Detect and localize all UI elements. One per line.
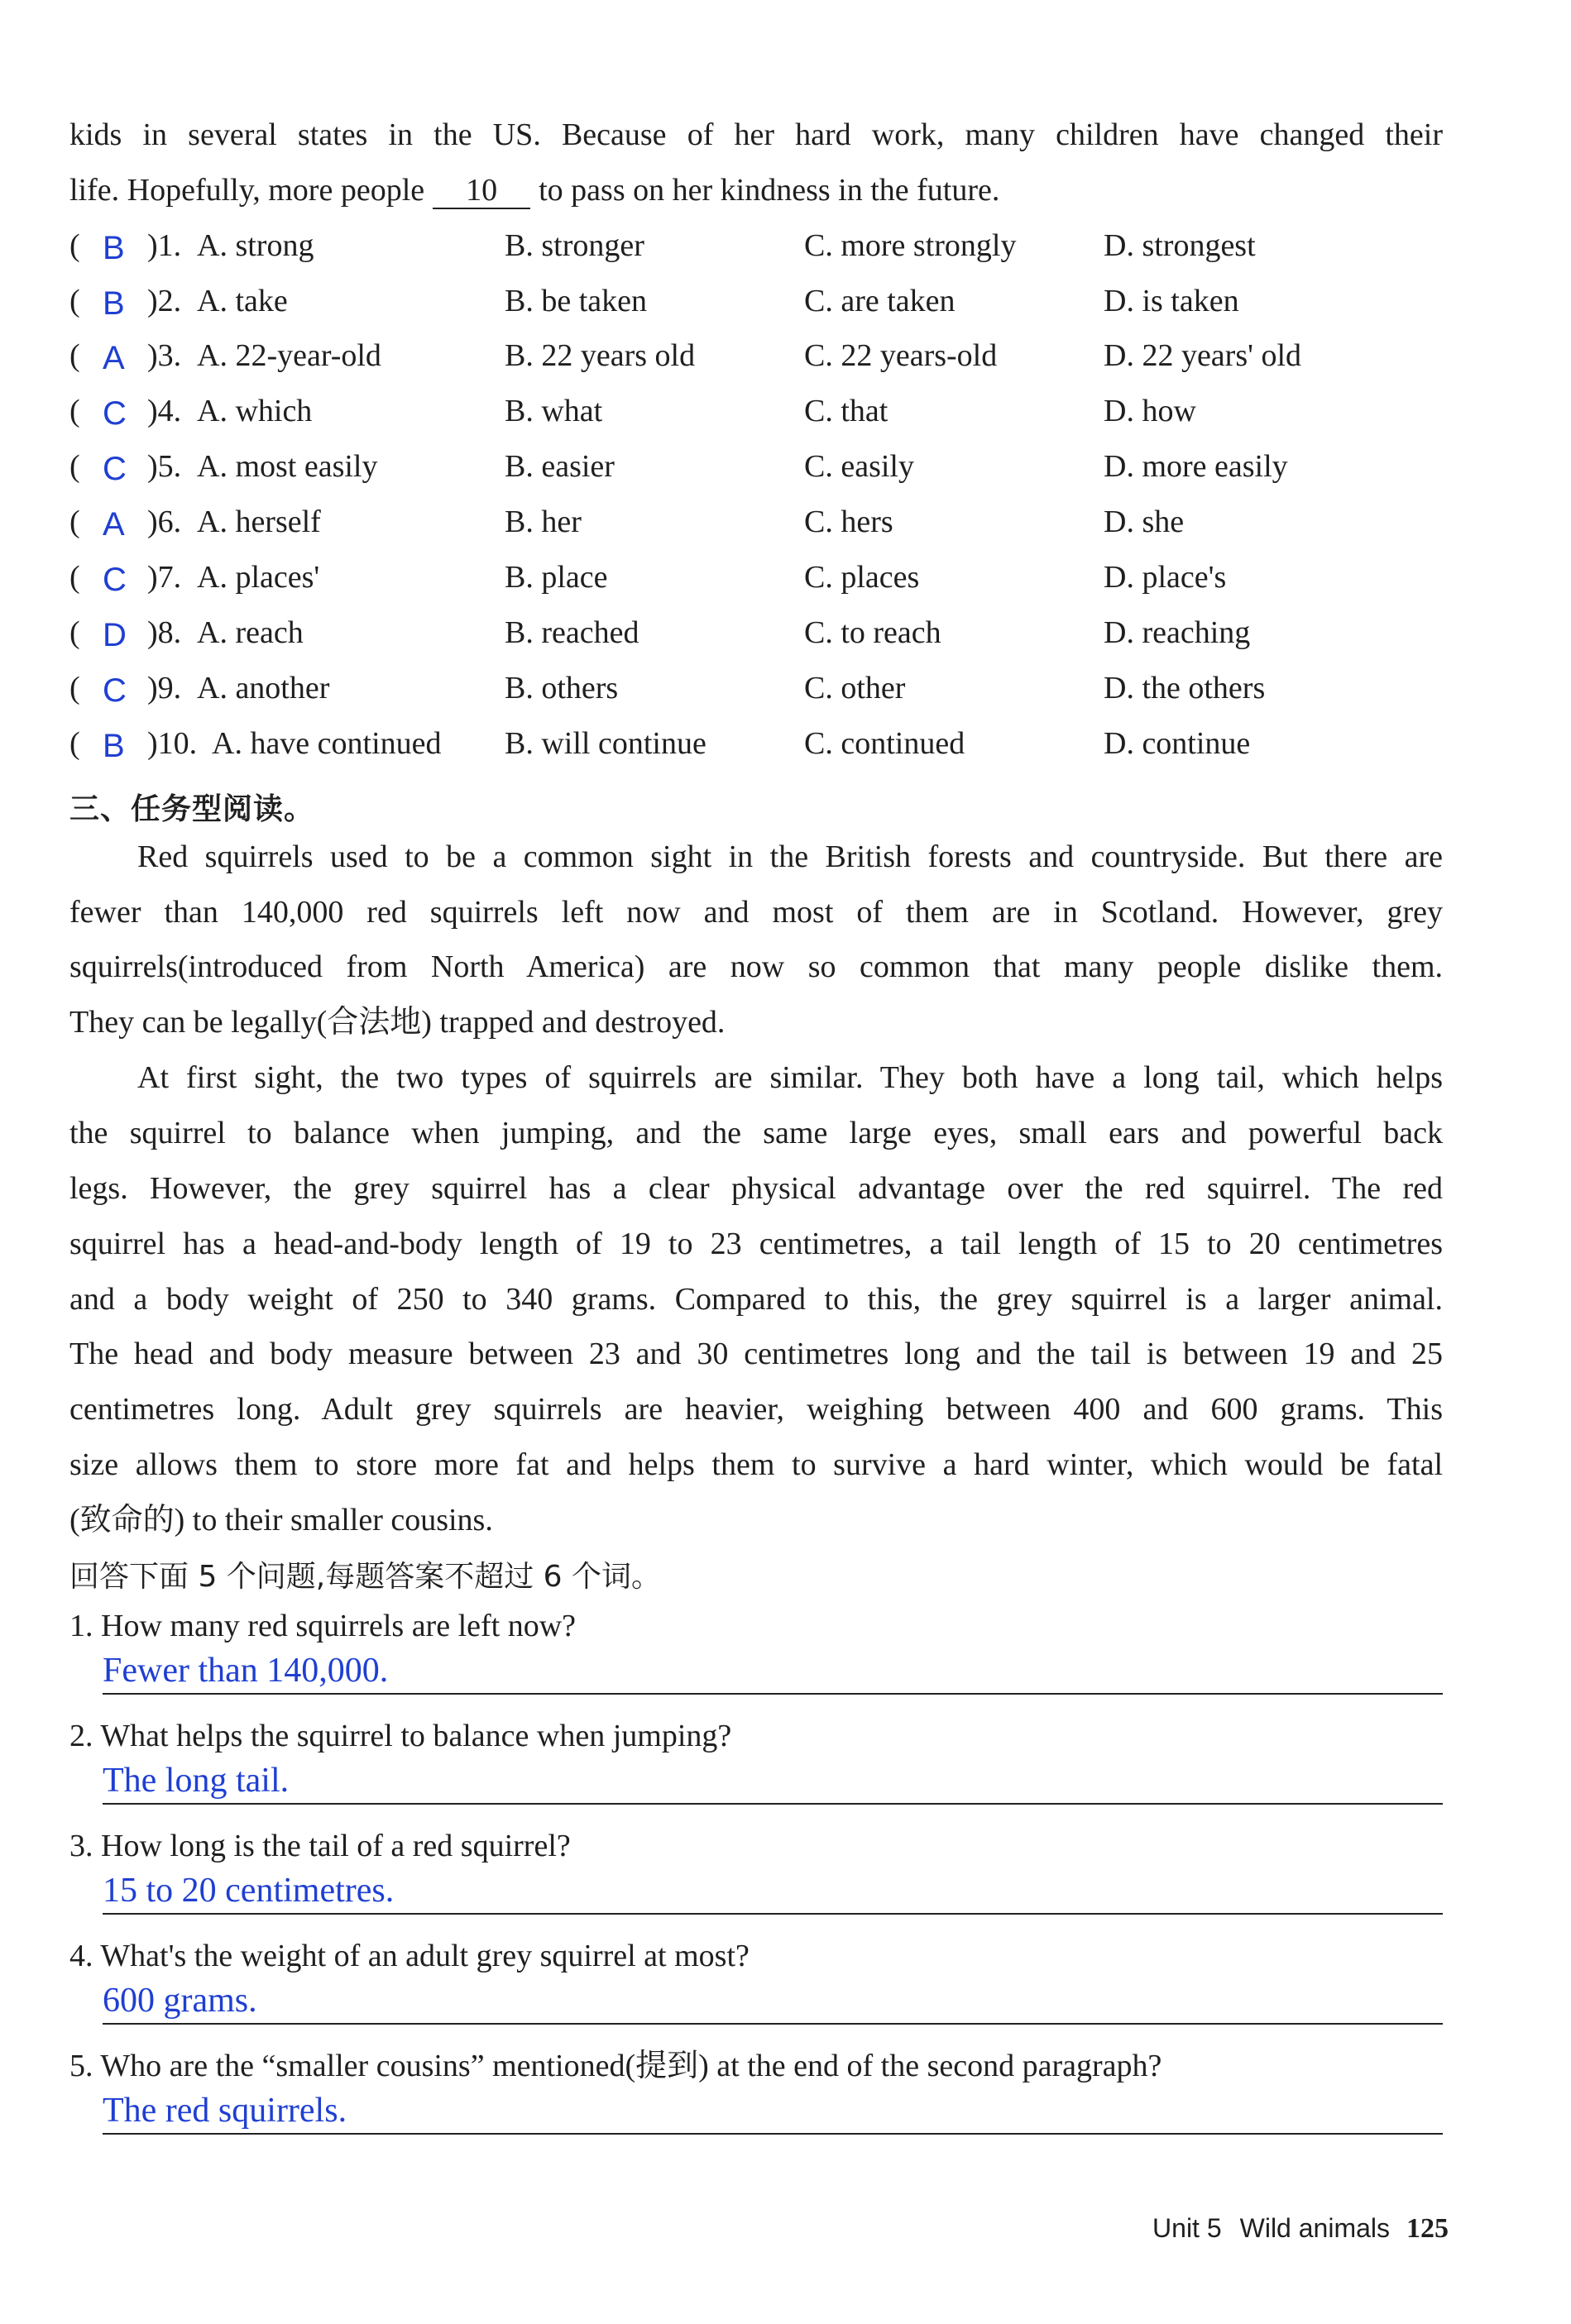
mc-answer: C xyxy=(103,395,127,432)
option-a: A. take xyxy=(197,284,288,318)
answer-field[interactable] xyxy=(103,1763,1443,1805)
passage-line: legs. However, the grey squirrel has a clear physical advantage over the red squirrel. The red xyxy=(69,1171,1443,1206)
option-d: D. the others xyxy=(1104,671,1266,705)
option-b: B. easier xyxy=(505,449,615,484)
page-number: 125 xyxy=(1406,2213,1449,2244)
option-b: B. 22 years old xyxy=(505,338,696,373)
qa-answer: Fewer than 140,000. xyxy=(103,1652,389,1690)
bracket-open: ( xyxy=(69,449,80,484)
option-d: D. strongest xyxy=(1104,228,1256,263)
option-d: D. continue xyxy=(1104,726,1251,761)
bracket-open: ( xyxy=(69,228,80,263)
bracket-open: ( xyxy=(69,671,80,705)
cloze-blank-10: 10 xyxy=(433,175,530,209)
mc-answer: C xyxy=(103,562,127,598)
cloze-passage-line-2 xyxy=(69,175,999,209)
option-d: D. reaching xyxy=(1104,615,1251,650)
qa-question: 1. How many red squirrels are left now? xyxy=(69,1609,577,1643)
passage-line: At first sight, the two types of squirrels are similar. They both have a long tail, which helps xyxy=(137,1060,1443,1095)
option-c: C. 22 years-old xyxy=(804,338,998,373)
option-b: B. what xyxy=(505,394,603,428)
question-number: )9. xyxy=(147,671,182,705)
option-b: B. stronger xyxy=(505,228,644,263)
question-number: )2. xyxy=(147,284,182,318)
qa-item xyxy=(69,1830,1443,1915)
mc-answer: B xyxy=(103,728,125,764)
passage-line: Red squirrels used to be a common sight in the British forests and countryside. But there are xyxy=(137,839,1443,874)
mc-answer: B xyxy=(103,230,125,266)
option-b: B. will continue xyxy=(505,726,706,761)
option-c: C. more strongly xyxy=(804,228,1017,263)
bracket-open: ( xyxy=(69,560,80,595)
option-c: C. continued xyxy=(804,726,965,761)
page-footer xyxy=(1152,2213,1449,2245)
option-c: C. that xyxy=(804,394,888,428)
option-c: C. hers xyxy=(804,504,893,539)
option-c: C. easily xyxy=(804,449,914,484)
passage-line: squirrel has a head-and-body length of 19 to 23 centimetres, a tail length of 15 to 20 centimetres xyxy=(69,1227,1443,1261)
option-c: C. are taken xyxy=(804,284,956,318)
qa-question: 5. Who are the “smaller cousins” mentioned(提到) at the end of the second paragraph? xyxy=(69,2049,1162,2083)
qa-answer: The long tail. xyxy=(103,1762,290,1800)
passage-line: centimetres long. Adult grey squirrels are heavier, weighing between 400 and 600 grams. This xyxy=(69,1392,1443,1427)
passage-line: The head and body measure between 23 and 30 centimetres long and the tail is between 19 and 25 xyxy=(69,1337,1443,1371)
option-b: B. others xyxy=(505,671,619,705)
bracket-open: ( xyxy=(69,394,80,428)
qa-answer: 600 grams. xyxy=(103,1982,257,2020)
qa-item xyxy=(69,1720,1443,1805)
mc-answer: A xyxy=(103,506,125,543)
question-number: )10. xyxy=(147,726,198,761)
passage-line: squirrels(introduced from North America) are now so common that many people dislike them. xyxy=(69,949,1443,984)
qa-answer: 15 to 20 centimetres. xyxy=(103,1872,395,1910)
answer-field[interactable] xyxy=(103,1873,1443,1915)
question-number: )4. xyxy=(147,394,182,428)
bracket-open: ( xyxy=(69,726,80,761)
option-b: B. be taken xyxy=(505,284,648,318)
cloze-passage-line-1: kids in several states in the US. Because of her hard work, many children have changed their xyxy=(69,117,1443,152)
task-instruction: 回答下面 5 个问题,每题答案不超过 6 个词。 xyxy=(69,1560,662,1594)
bracket-open: ( xyxy=(69,504,80,539)
passage-line: fewer than 140,000 red squirrels left now and most of them are in Scotland. However, grey xyxy=(69,895,1443,930)
option-a: A. places' xyxy=(197,560,320,595)
mc-answer: C xyxy=(103,451,127,487)
qa-question: 3. How long is the tail of a red squirrel? xyxy=(69,1829,571,1863)
qa-item xyxy=(69,1940,1443,2025)
question-number: )1. xyxy=(147,228,182,263)
qa-answer: The red squirrels. xyxy=(103,2092,347,2130)
answer-field[interactable] xyxy=(103,2093,1443,2135)
option-a: A. herself xyxy=(197,504,321,539)
option-a: A. reach xyxy=(197,615,304,650)
option-d: D. place's xyxy=(1104,560,1227,595)
mc-answer: D xyxy=(103,617,127,653)
question-number: )3. xyxy=(147,338,182,373)
passage-line: They can be legally(合法地) trapped and destroyed. xyxy=(69,1005,726,1040)
option-d: D. more easily xyxy=(1104,449,1288,484)
answer-field[interactable] xyxy=(103,1983,1443,2025)
question-number: )5. xyxy=(147,449,182,484)
option-c: C. places xyxy=(804,560,920,595)
option-a: A. have continued xyxy=(212,726,442,761)
section-title: 三、任务型阅读。 xyxy=(69,792,315,826)
question-number: )6. xyxy=(147,504,182,539)
footer-unit: Unit 5 xyxy=(1152,2213,1222,2243)
passage-line: (致命的) to their smaller cousins. xyxy=(69,1503,493,1537)
option-a: A. another xyxy=(197,671,330,705)
question-number: )8. xyxy=(147,615,182,650)
option-a: A. strong xyxy=(197,228,314,263)
qa-item xyxy=(69,2050,1443,2135)
qa-question: 4. What's the weight of an adult grey squirrel at most? xyxy=(69,1939,750,1973)
option-d: D. is taken xyxy=(1104,284,1239,318)
option-b: B. her xyxy=(505,504,582,539)
bracket-open: ( xyxy=(69,284,80,318)
option-a: A. most easily xyxy=(197,449,378,484)
mc-answer: B xyxy=(103,285,125,322)
cloze-line2-before: life. Hopefully, more people xyxy=(69,173,425,208)
option-c: C. other xyxy=(804,671,906,705)
option-a: A. which xyxy=(197,394,313,428)
option-b: B. reached xyxy=(505,615,639,650)
option-a: A. 22-year-old xyxy=(197,338,381,373)
cloze-line2-after: to pass on her kindness in the future. xyxy=(539,173,1000,208)
option-c: C. to reach xyxy=(804,615,941,650)
mc-answer: A xyxy=(103,340,125,376)
passage-line: and a body weight of 250 to 340 grams. Compared to this, the grey squirrel is a larger animal. xyxy=(69,1282,1443,1317)
question-number: )7. xyxy=(147,560,182,595)
bracket-open: ( xyxy=(69,338,80,373)
qa-item xyxy=(69,1610,1443,1695)
mc-answer: C xyxy=(103,672,127,709)
option-d: D. she xyxy=(1104,504,1185,539)
qa-question: 2. What helps the squirrel to balance when jumping? xyxy=(69,1719,732,1753)
passage-line: the squirrel to balance when jumping, and the same large eyes, small ears and powerful back xyxy=(69,1116,1443,1150)
bracket-open: ( xyxy=(69,615,80,650)
passage-line: size allows them to store more fat and helps them to survive a hard winter, which would be fatal xyxy=(69,1447,1443,1482)
option-d: D. 22 years' old xyxy=(1104,338,1302,373)
option-d: D. how xyxy=(1104,394,1196,428)
footer-title: Wild animals xyxy=(1239,2213,1390,2243)
answer-field[interactable] xyxy=(103,1653,1443,1695)
option-b: B. place xyxy=(505,560,608,595)
